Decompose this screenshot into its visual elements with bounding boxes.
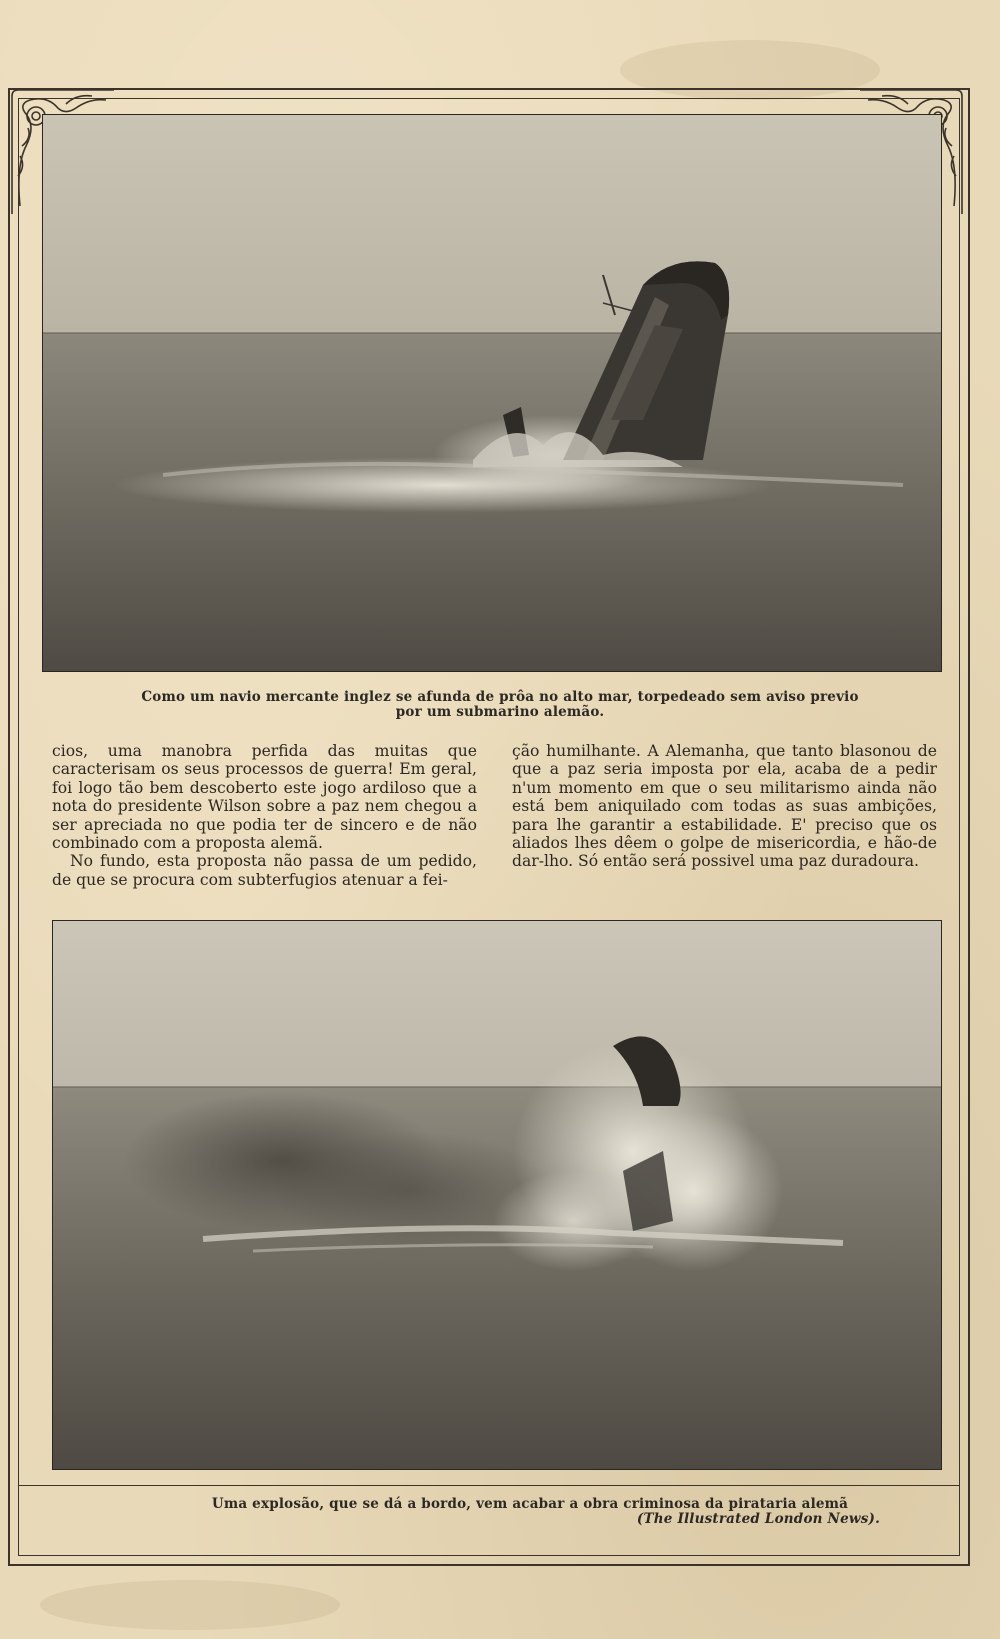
photo-1-caption-line-2: por um submarino alemão. — [395, 704, 605, 720]
photo-2-caption-line-1: Uma explosão, que se dá a bordo, vem acabar a obra criminosa da pirataria alemã — [211, 1496, 849, 1512]
photo-1-caption-line-1: Como um navio mercante inglez se afunda de prôa no alto mar, torpedeado sem aviso previo — [141, 689, 859, 705]
article-paragraph: No fundo, esta proposta não passa de um pedido, de que se procura com subterfugios atenuar a fei- — [52, 852, 477, 889]
article-paragraph: cios, uma manobra perfida das muitas que caracterisam os seus processos de guerra! Em geral, foi logo tão bem descoberto este jogo ardiloso que a nota do presidente Wilson sobre a paz nem chegou a ser apreciada no que podia ter de sincero e de não combinado com a proposta alemã. — [52, 742, 477, 853]
photo-1-caption — [100, 690, 900, 720]
photo-2-caption-credit: (The Illustrated London News). — [636, 1511, 880, 1527]
article-column-left — [52, 742, 477, 889]
article-column-right — [512, 742, 937, 871]
paper-stain — [40, 1580, 340, 1630]
article-paragraph: ção humilhante. A Alemanha, que tanto blasonou de que a paz seria imposta por ela, acaba de a pedir n'um momento em que o seu militarismo ainda não está bem aniquilado com todas as suas ambições, para lhe garantir a estabilidade. E' preciso que os aliados lhes dêem o golpe de misericordia, e hão-de dar-lho. Só então será possivel uma paz duradoura. — [512, 742, 937, 871]
photo-sinking-ship — [42, 114, 942, 672]
frame-bottom-rule — [18, 1485, 960, 1486]
photo-explosion — [52, 920, 942, 1470]
photo-2-caption — [160, 1497, 900, 1527]
